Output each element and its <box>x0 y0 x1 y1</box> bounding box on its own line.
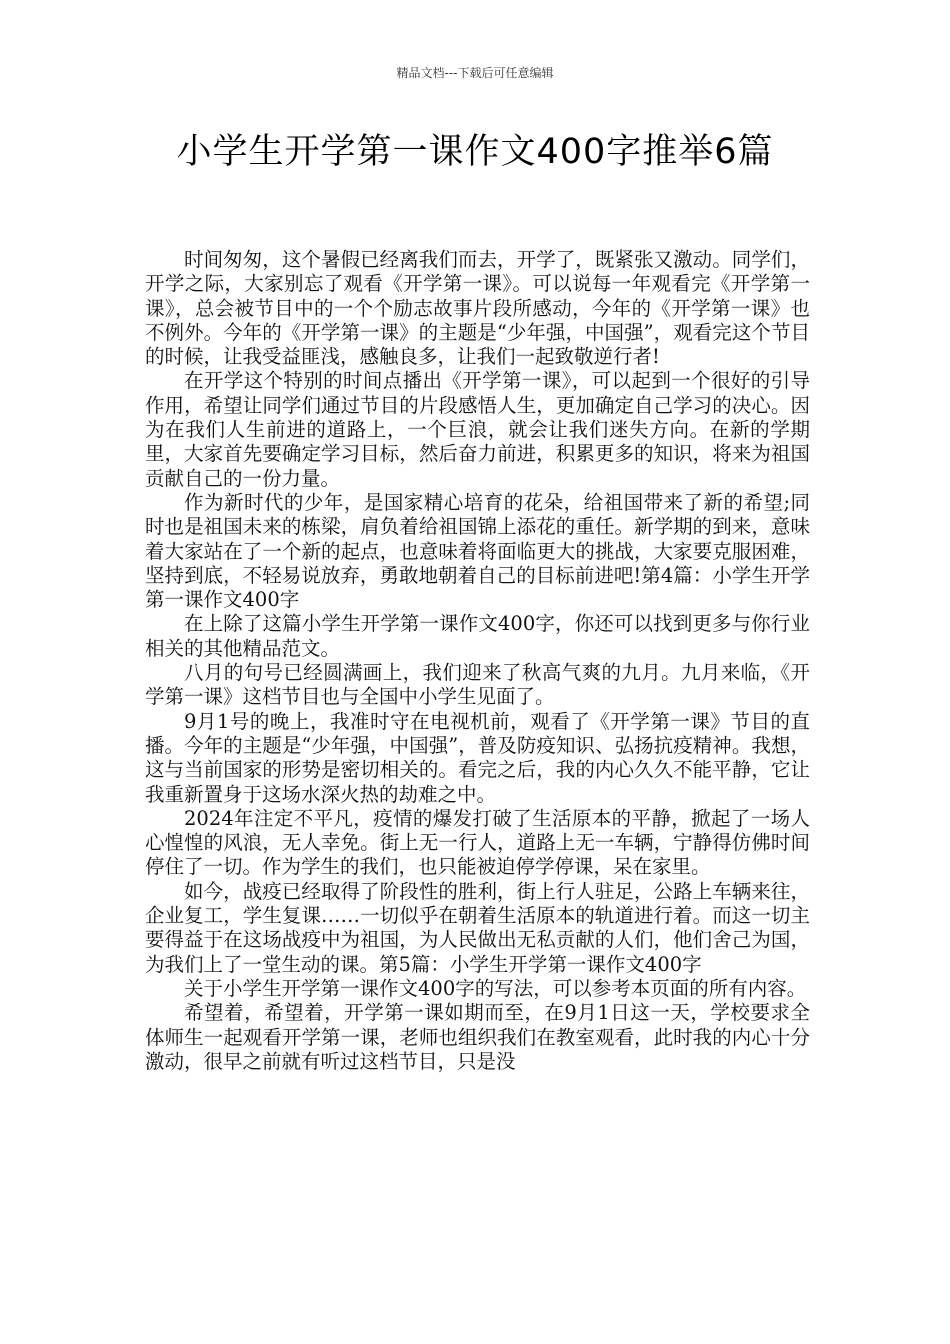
paragraph: 时间匆匆，这个暑假已经离我们而去，开学了，既紧张又激动。同学们，开学之际，大家别忘了观看《开学第一课》。可以说每一年观看完《开学第一课》，总会被节目中的一个个励志故事片段所感动，今年的《开学第一课》也不例外。今年的《开学第一课》的主题是“少年强，中国强”，观看完这个节目的时候，让我受益匪浅，感触良多，让我们一起致敬逆行者! <box>145 248 810 369</box>
paragraph: 八月的句号已经圆满画上，我们迎来了秋高气爽的九月。九月来临，《开学第一课》这档节目也与全国中小学生见面了。 <box>145 661 810 709</box>
paragraph: 希望着，希望着，开学第一课如期而至，在9月1日这一天，学校要求全体师生一起观看开学第一课，老师也组织我们在教室观看，此时我的内心十分激动，很早之前就有听过这档节目，只是没 <box>145 1001 810 1073</box>
paragraph: 9月1号的晚上，我准时守在电视机前，观看了《开学第一课》节目的直播。今年的主题是“少年强，中国强”，普及防疫知识、弘扬抗疫精神。我想，这与当前国家的形势是密切相关的。看完之后，我的内心久久不能平静，它让我重新置身于这场水深火热的劫难之中。 <box>145 709 810 806</box>
paragraph: 在上除了这篇小学生开学第一课作文400字，你还可以找到更多与你行业相关的其他精品范文。 <box>145 612 810 660</box>
page-header-note: 精品文档---下载后可任意编辑 <box>396 66 554 80</box>
paragraph: 在开学这个特别的时间点播出《开学第一课》，可以起到一个很好的引导作用，希望让同学们通过节目的片段感悟人生，更加确定自己学习的决心。因为在我们人生前进的道路上，一个巨浪，就会让我们迷失方向。在新的学期里，大家首先要确定学习目标，然后奋力前进，积累更多的知识，将来为祖国贡献自己的一份力量。 <box>145 369 810 490</box>
paragraph: 如今，战疫已经取得了阶段性的胜利，街上行人驻足，公路上车辆来往，企业复工，学生复课……一切似乎在朝着生活原本的轨道进行着。而这一切主要得益于在这场战疫中为祖国，为人民做出无私贡献的人们，他们舍己为国，为我们上了一堂生动的课。第5篇：小学生开学第一课作文400字 <box>145 879 810 976</box>
document-title: 小学生开学第一课作文400字推举6篇 <box>176 132 774 172</box>
document-body <box>145 248 810 1074</box>
paragraph: 关于小学生开学第一课作文400字的写法，可以参考本页面的所有内容。 <box>184 976 807 1000</box>
paragraph: 2024年注定不平凡，疫情的爆发打破了生活原本的平静，掀起了一场人心惶惶的风浪，无人幸免。街上无一行人，道路上无一车辆，宁静得仿佛时间停住了一切。作为学生的我们，也只能被迫停学停课，呆在家里。 <box>145 806 810 879</box>
paragraph: 作为新时代的少年，是国家精心培育的花朵，给祖国带来了新的希望;同时也是祖国未来的栋梁，肩负着给祖国锦上添花的重任。新学期的到来，意味着大家站在了一个新的起点，也意味着将面临更大的挑战，大家要克服困难，坚持到底，不轻易说放弃，勇敢地朝着自己的目标前进吧!第4篇：小学生开学第一课作文400字 <box>145 490 810 612</box>
